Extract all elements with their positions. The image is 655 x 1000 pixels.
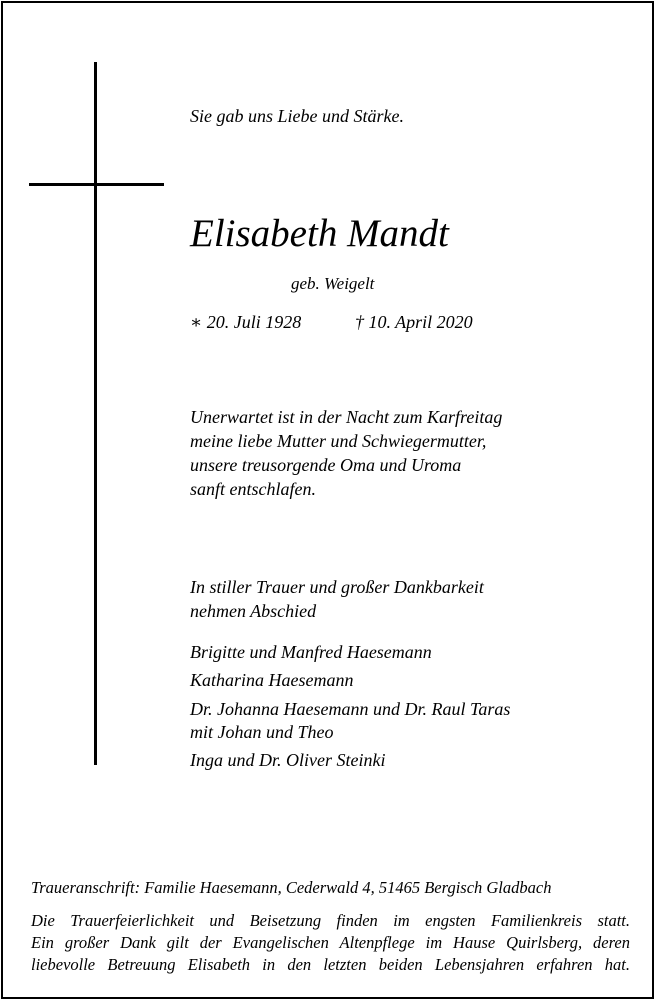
mourning-line: In stiller Trauer und großer Dankbarkeit (190, 577, 484, 597)
closing-line: Ein großer Dank gilt der Evangelischen Altenpflege im Hause Quirlsberg, deren (31, 933, 630, 952)
mourner-line: mit Johan und Theo (190, 722, 334, 742)
announcement-paragraph (190, 405, 502, 501)
closing-line: liebevolle Betreuung Elisabeth in den letzten beiden Lebensjahren erfahren hat. (31, 955, 630, 974)
mourner-line: Katharina Haesemann (190, 670, 354, 690)
mourner-line: Dr. Johanna Haesemann und Dr. Raul Taras (190, 699, 511, 719)
birth-date: ∗ 20. Juli 1928 (190, 312, 302, 332)
announcement-line: Unerwartet ist in der Nacht zum Karfreitag (190, 407, 503, 427)
closing-paragraph (31, 910, 630, 976)
closing-line: Die Trauerfeierlichkeit und Beisetzung finden im engsten Familienkreis statt. (31, 911, 630, 930)
mourning-line: nehmen Abschied (190, 601, 317, 621)
maiden-name: geb. Weigelt (291, 274, 375, 293)
mourner-line: Brigitte und Manfred Haesemann (190, 642, 432, 662)
motto: Sie gab uns Liebe und Stärke. (190, 106, 404, 126)
mourning-address: Traueranschrift: Familie Haesemann, Cederwald 4, 51465 Bergisch Gladbach (31, 878, 552, 897)
announcement-line: sanft entschlafen. (190, 479, 316, 499)
mourning-paragraph (190, 575, 484, 623)
cross-icon-horizontal-bar (29, 183, 164, 186)
announcement-line: unsere treusorgende Oma und Uroma (190, 455, 462, 475)
mourner-line: Inga und Dr. Oliver Steinki (190, 750, 386, 770)
cross-icon-vertical-bar (94, 62, 97, 765)
death-date: † 10. April 2020 (355, 312, 473, 332)
deceased-name: Elisabeth Mandt (190, 212, 449, 255)
announcement-line: meine liebe Mutter und Schwiegermutter, (190, 431, 487, 451)
